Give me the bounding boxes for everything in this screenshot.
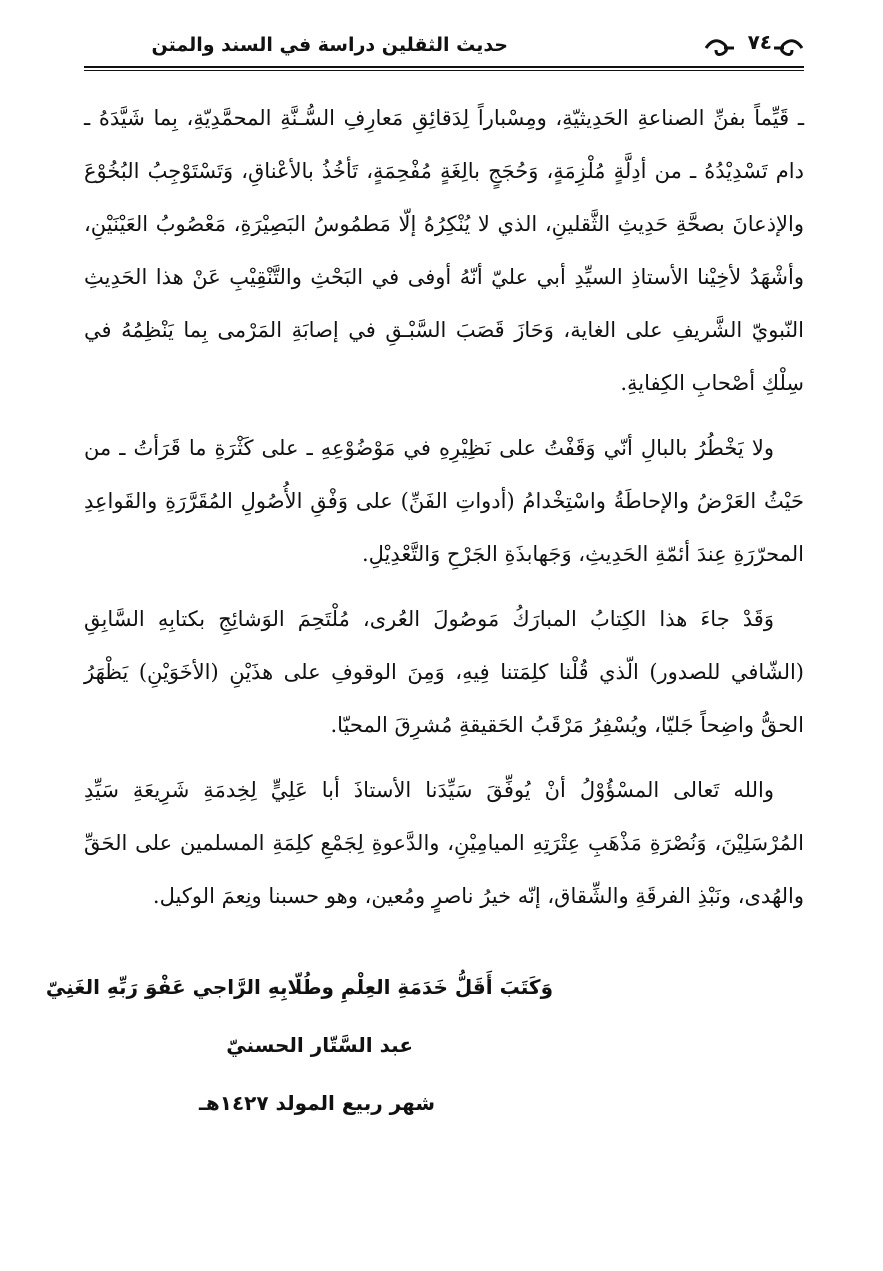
running-title: حديث الثقلين دراسة في السند والمتن — [151, 34, 508, 56]
signature-date: شهر ربيع المولد ١٤٢٧هـ — [199, 1091, 435, 1115]
paragraph: وَقَدْ جاءَ هذا الكِتابُ المبارَكُ مَوصُولَ العُرى، مُلْتَحِمَ الوَشائِجِ بكتابِهِ السَّابِقِ (الشّافي للصدور) الّذي قُلْنا كلِمَتنا فِيهِ، وَمِنَ الوقوفِ على هذَيْنِ (الأخَوَيْنِ) يَظْهَرُ الحقُّ واضِحاً جَليّا، ويُسْفِرُ مَرْقَبُ الحَقيقةِ مُشرِقَ المحيّا. — [84, 607, 804, 737]
paragraph: ـ قَيِّماً بفنِّ الصناعةِ الحَدِيثيّةِ، ومِسْباراً لِدَقائِقِ مَعارِفِ السُّـنَّةِ المحمَّدِيّةِ، بِما شَيَّدَهُ ـ دام تَسْدِيْدُهُ ـ من أدِلَّةٍ مُلْزِمَةٍ، وَحُجَجٍ بالِغَةٍ مُفْحِمَةٍ، تَأخُذُ بالأعْناقِ، وَتَسْتَوْجِبُ البُخُوْعَ والإذعانَ بصحَّةِ حَدِيثِ الثَّقلينِ، الذي لا يُنْكِرُهُ إلّا مَطمُوسُ البَصِيْرَةِ، مَعْصُوبُ العَيْنَيْنِ، وأشْهَدُ لأخِيْنا الأستاذِ السيِّدِ أبي عليّ أنّهُ أوفى في البَحْثِ والتَّنْقِيْبِ عَنْ هذا الحَدِيثِ النّبويّ الشَّريفِ على الغاية، وَحَازَ قَصَبَ السَّبْـقِ في إصابَةِ المَرْمى بِما يَنْظِمُهُ في سِلْكِ أصْحابِ الكِفايةِ. — [84, 106, 804, 395]
header-divider-thin — [84, 70, 804, 71]
signature-block — [45, 958, 553, 1132]
author-name: عبد السَّتّار الحسنيّ — [226, 1033, 413, 1057]
body-text — [84, 92, 804, 935]
signature-line: وَكَتَبَ أَقَلُّ خَدَمَةِ العِلْمِ وطُلّابِهِ الرَّاجي عَفْوَ رَبِّهِ الغَنِيّ — [45, 975, 553, 999]
page-header — [84, 28, 804, 68]
paragraph: والله تَعالى المسْؤُوْلُ أنْ يُوفِّقَ سَيِّدَنا الأستاذَ أبا عَلِيٍّ لِخِدمَةِ شَرِيعَةِ سَيِّدِ المُرْسَلِيْنَ، وَنُصْرَةِ مَذْهَبِ عِتْرَتِهِ الميامِيْنِ، والدَّعوةِ لِجَمْعِ كلِمَةِ المسلمين على الحَقِّ والهُدى، ونَبْذِ الفرقَةِ والشِّقاق، إنّه خيرُ ناصرٍ ومُعين، وهو حسبنا ونِعمَ الوكيل. — [84, 778, 804, 908]
paragraph: ولا يَخْطُرُ بالبالِ أنّي وَقَفْتُ على نَظِيْرِهِ في مَوْضُوْعِهِ ـ على كَثْرَةِ ما قَرَأتُ ـ من حَيْثُ العَرْضُ والإحاطَةُ واسْتِخْدامُ (أدواتِ الفَنِّ) على وَفْقِ الأُصُولِ المُقَرَّرَةِ والقَواعِدِ المحرّرَةِ عِندَ أئمّةِ الحَدِيثِ، وَجَهابذَةِ الجَرْحِ وَالتَّعْدِيْلِ. — [84, 436, 804, 566]
page-number: ٧٤ — [747, 30, 772, 54]
header-divider — [84, 66, 804, 68]
